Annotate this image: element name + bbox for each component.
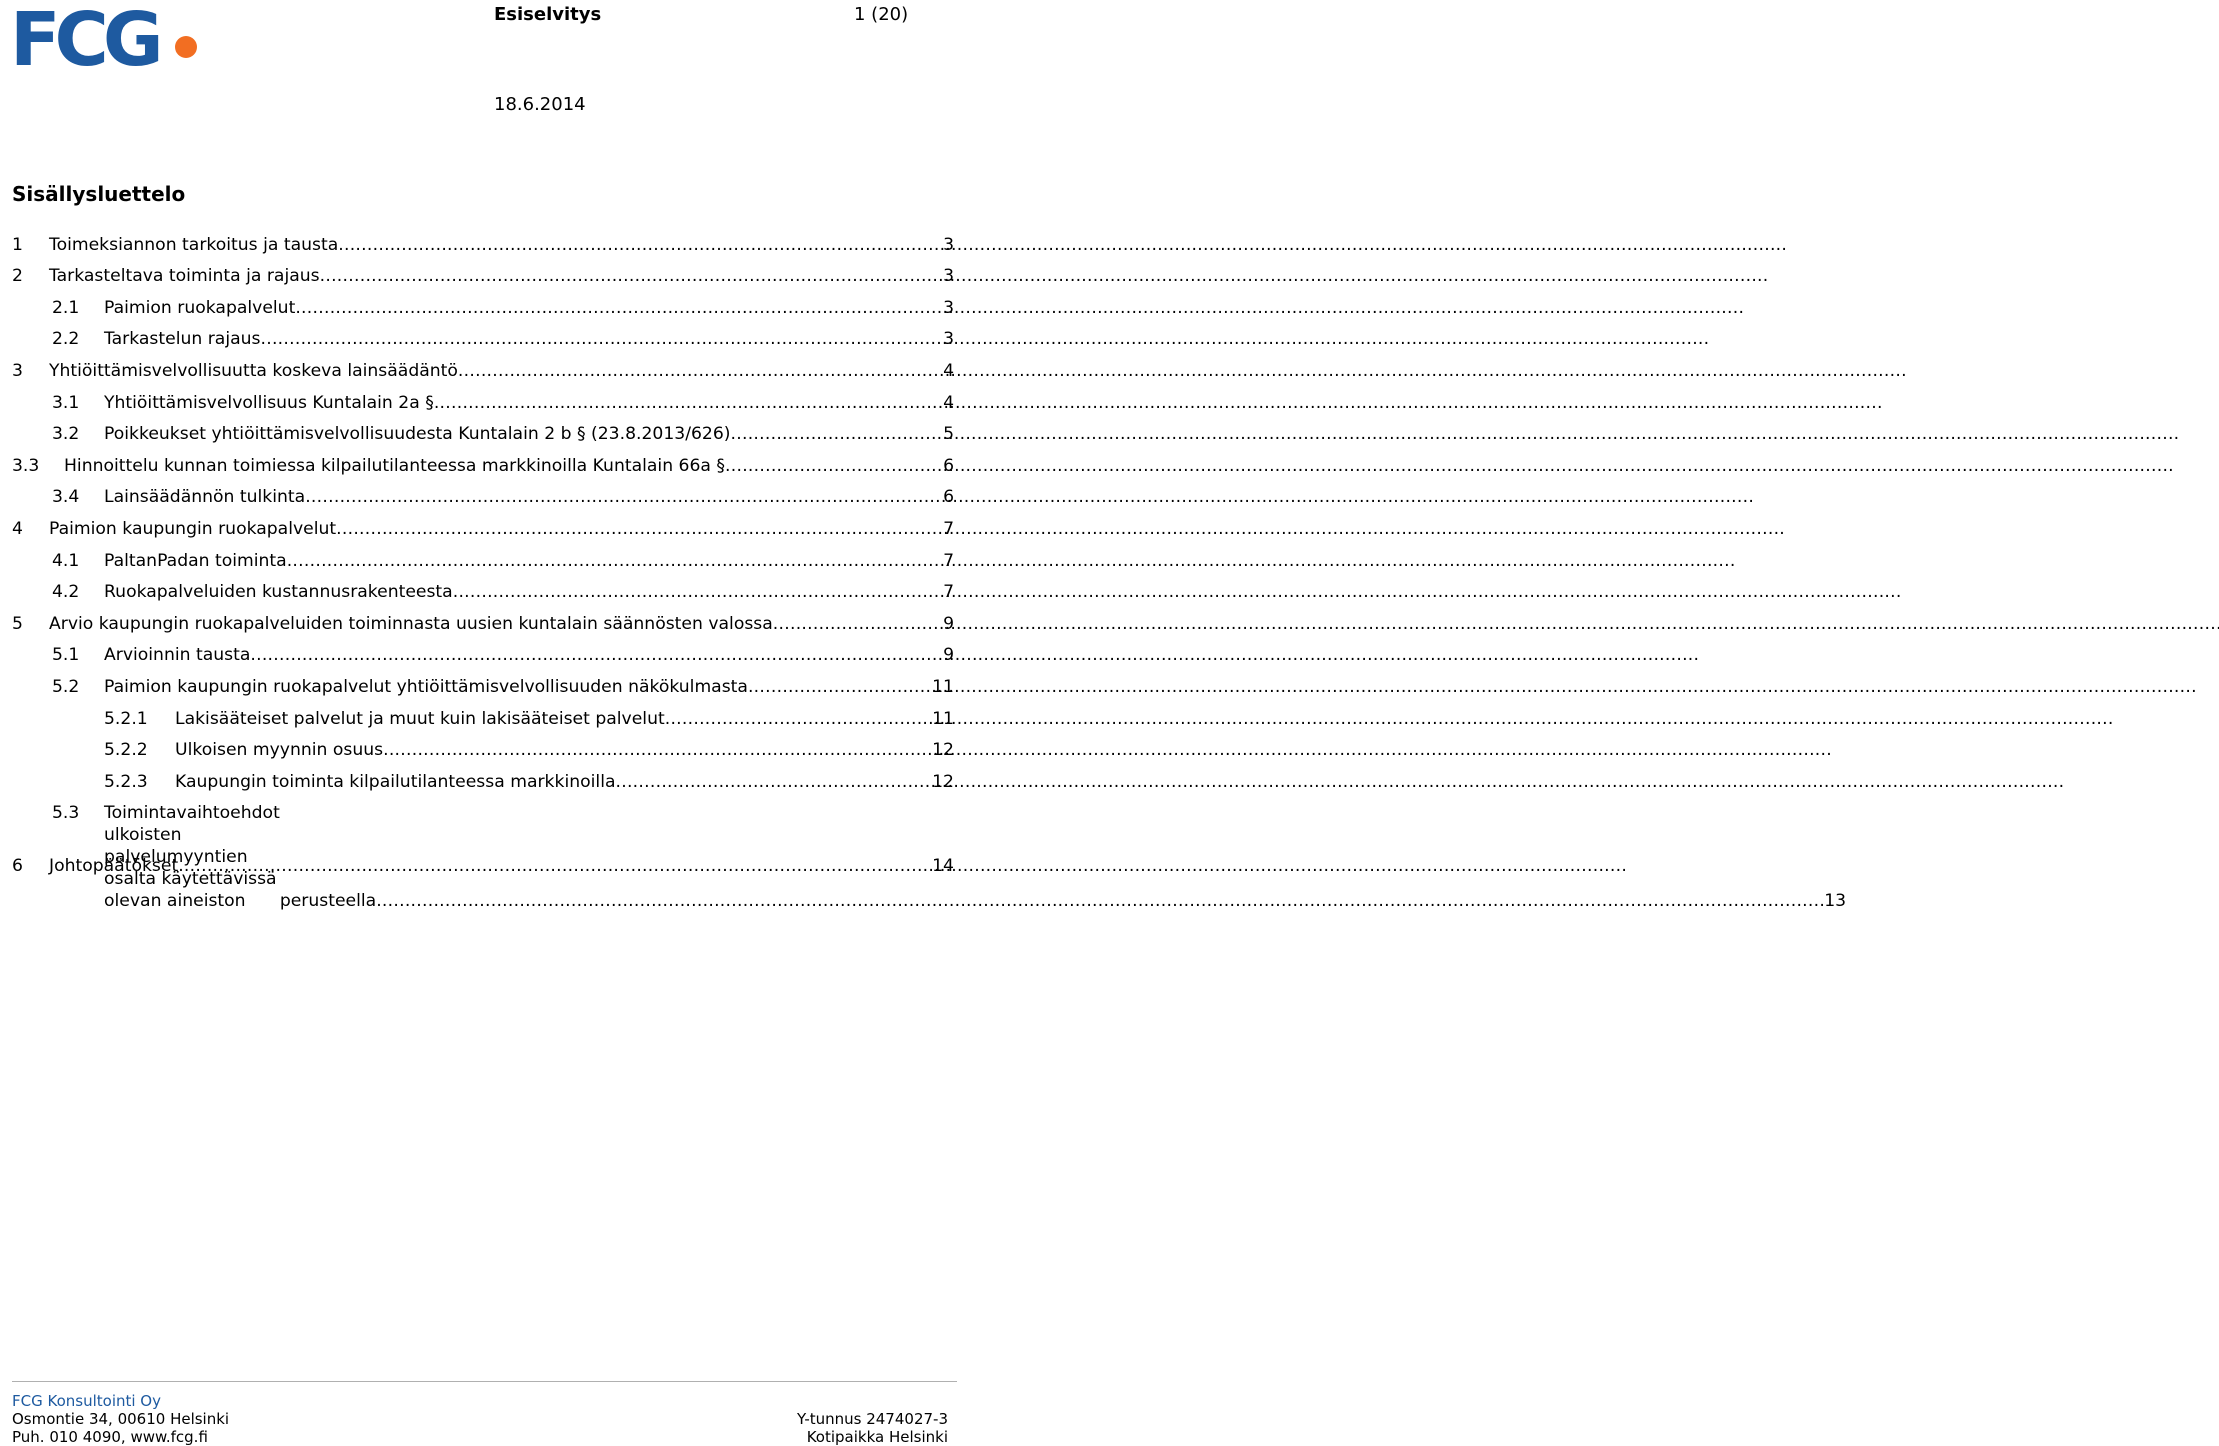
logo-orange-dot xyxy=(175,36,197,58)
toc-entry-number: 5.1 xyxy=(52,645,80,666)
toc-leader-dots xyxy=(336,518,941,540)
toc-entry[interactable] xyxy=(12,730,954,762)
toc-entry-title-continued: perusteella xyxy=(279,890,377,911)
footer-address: Osmontie 34, 00610 Helsinki xyxy=(12,1410,230,1428)
document-title: Esiselvitys xyxy=(494,4,602,25)
toc-entry-page: 12 xyxy=(932,740,954,761)
toc-leader-dots xyxy=(458,360,941,382)
toc-entry-title: Paimion kaupungin ruokapalvelut xyxy=(49,518,337,539)
toc-leader-dots xyxy=(383,739,930,761)
toc-entry[interactable] xyxy=(12,698,954,730)
toc-entry-title: Paimion ruokapalvelut xyxy=(104,297,296,318)
toc-entry[interactable] xyxy=(12,761,954,793)
toc-leader-dots xyxy=(178,855,930,877)
toc-entry[interactable] xyxy=(12,414,954,446)
toc-entry-number: 4 xyxy=(12,518,23,539)
toc-entry-page: 7 xyxy=(943,550,954,571)
toc-entry-number: 3.1 xyxy=(52,392,80,413)
toc-entry-number: 3.4 xyxy=(52,487,80,508)
toc-entry-page: 7 xyxy=(943,518,954,539)
toc-entry-title: Arvio kaupungin ruokapalveluiden toiminnasta uusien kuntalain säännösten valossa xyxy=(49,613,773,634)
toc-entry-number: 5.2 xyxy=(52,676,80,697)
table-of-contents xyxy=(12,224,1847,911)
toc-leader-dots xyxy=(748,676,930,698)
footer-business-id: Y-tunnus 2474027-3 xyxy=(796,1410,948,1428)
document-date: 18.6.2014 xyxy=(494,94,586,115)
toc-entry-page: 9 xyxy=(943,613,954,634)
toc-entry-title: Paimion kaupungin ruokapalvelut yhtiöittämisvelvollisuuden näkökulmasta xyxy=(104,676,748,697)
toc-leader-dots xyxy=(376,890,1822,912)
toc-entry-page: 6 xyxy=(943,455,954,476)
toc-entry[interactable] xyxy=(0,445,954,477)
toc-entry-page: 7 xyxy=(943,582,954,603)
toc-entry-number: 2.1 xyxy=(52,297,80,318)
toc-leader-dots xyxy=(295,297,941,319)
toc-entry-page: 3 xyxy=(943,297,954,318)
toc-entry-page: 13 xyxy=(1824,890,1847,911)
page-indicator: 1 (20) xyxy=(854,4,909,25)
toc-entry[interactable] xyxy=(12,224,954,256)
toc-leader-dots xyxy=(665,708,930,730)
toc-entry-number: 5.3 xyxy=(52,802,80,823)
toc-entry[interactable] xyxy=(12,508,954,540)
toc-entry-title: Johtopäätökset xyxy=(49,856,179,877)
toc-entry-number: 4.1 xyxy=(52,550,80,571)
toc-leader-dots xyxy=(731,423,942,445)
footer-divider xyxy=(12,1381,957,1382)
toc-entry-number: 3.2 xyxy=(52,424,80,445)
toc-entry[interactable] xyxy=(12,635,954,667)
footer-company-name: FCG Konsultointi Oy xyxy=(12,1392,161,1410)
toc-entry-page: 3 xyxy=(943,234,954,255)
toc-entry-title: Yhtiöittämisvelvollisuus Kuntalain 2a § xyxy=(104,392,434,413)
toc-entry-page: 3 xyxy=(943,266,954,287)
toc-entry-page: 14 xyxy=(932,856,954,877)
toc-entry-number: 5.2.3 xyxy=(104,771,148,792)
toc-entry-number: 4.2 xyxy=(52,582,80,603)
toc-leader-dots xyxy=(250,644,941,666)
toc-entry-number: 5.2.2 xyxy=(104,740,148,761)
toc-entry-page: 11 xyxy=(932,708,954,729)
toc-entry-title: Tarkasteltava toiminta ja rajaus xyxy=(49,266,320,287)
toc-leader-dots xyxy=(320,265,941,287)
toc-leader-dots xyxy=(773,613,941,635)
toc-leader-dots xyxy=(338,234,941,256)
toc-entry[interactable] xyxy=(12,350,954,382)
toc-heading: Sisällysluettelo xyxy=(12,182,186,206)
toc-entry-title: Ulkoisen myynnin osuus xyxy=(175,740,384,761)
toc-entry-number: 5 xyxy=(12,613,23,634)
toc-entry[interactable] xyxy=(12,256,954,288)
toc-entry[interactable] xyxy=(12,666,954,698)
toc-entry-title: Hinnoittelu kunnan toimiessa kilpailutilanteessa markkinoilla Kuntalain 66a § xyxy=(64,455,726,476)
toc-entry-title: Poikkeukset yhtiöittämisvelvollisuudesta Kuntalain 2 b § (23.8.2013/626) xyxy=(104,424,731,445)
footer-domicile: Kotipaikka Helsinki xyxy=(806,1428,948,1446)
toc-entry-page: 4 xyxy=(943,360,954,381)
toc-entry-page: 5 xyxy=(943,424,954,445)
toc-entry[interactable] xyxy=(12,382,954,414)
toc-leader-dots xyxy=(260,328,941,350)
fcg-logo xyxy=(10,0,202,83)
toc-entry-number: 3 xyxy=(12,360,23,381)
toc-entry-page: 6 xyxy=(943,487,954,508)
toc-entry-page: 9 xyxy=(943,645,954,666)
toc-entry-page: 4 xyxy=(943,392,954,413)
toc-entry[interactable] xyxy=(12,572,954,604)
toc-entry[interactable] xyxy=(12,603,954,635)
toc-entry-number: 2 xyxy=(12,266,23,287)
toc-entry[interactable] xyxy=(12,287,954,319)
toc-entry-page: 3 xyxy=(943,329,954,350)
toc-entry-number: 3.3 xyxy=(12,455,40,476)
toc-entry-title: Yhtiöittämisvelvollisuutta koskeva lainsäädäntö xyxy=(49,360,458,381)
toc-entry-title: Tarkastelun rajaus xyxy=(104,329,261,350)
footer-phone-web: Puh. 010 4090, www.fcg.fi xyxy=(12,1428,208,1446)
fcg-logo-mark xyxy=(10,0,202,83)
toc-entry-title: Arvioinnin tausta xyxy=(104,645,251,666)
toc-entry-page: 12 xyxy=(932,771,954,792)
toc-leader-dots xyxy=(305,486,941,508)
toc-entry-title: Ruokapalveluiden kustannusrakenteesta xyxy=(104,582,453,603)
toc-leader-dots xyxy=(434,392,941,414)
toc-leader-dots xyxy=(287,550,941,572)
toc-entry[interactable] xyxy=(12,319,954,351)
toc-entry-number: 2.2 xyxy=(52,329,80,350)
toc-entry-title: Kaupungin toiminta kilpailutilanteessa markkinoilla xyxy=(175,771,616,792)
toc-entry-number: 1 xyxy=(12,234,23,255)
toc-entry[interactable] xyxy=(12,540,954,572)
logo-text: FCG xyxy=(10,0,158,83)
toc-entry-title: PaltanPadan toiminta xyxy=(104,550,287,571)
toc-entry-number: 6 xyxy=(12,856,23,877)
toc-entry-title: Lainsäädännön tulkinta xyxy=(104,487,306,508)
toc-leader-dots xyxy=(725,455,941,477)
toc-entry-number: 5.2.1 xyxy=(104,708,148,729)
toc-entry-title: Toimeksiannon tarkoitus ja tausta xyxy=(49,234,339,255)
toc-entry[interactable] xyxy=(12,477,954,509)
toc-entry-title: Lakisääteiset palvelut ja muut kuin lakisääteiset palvelut xyxy=(175,708,665,729)
toc-entry-page: 11 xyxy=(932,676,954,697)
toc-leader-dots xyxy=(616,771,931,793)
toc-entry-title: Toimintavaihtoehdot ulkoisten palvelumyyntien osalta käytettävissä olevan aineiston xyxy=(104,802,280,911)
toc-leader-dots xyxy=(453,581,941,603)
